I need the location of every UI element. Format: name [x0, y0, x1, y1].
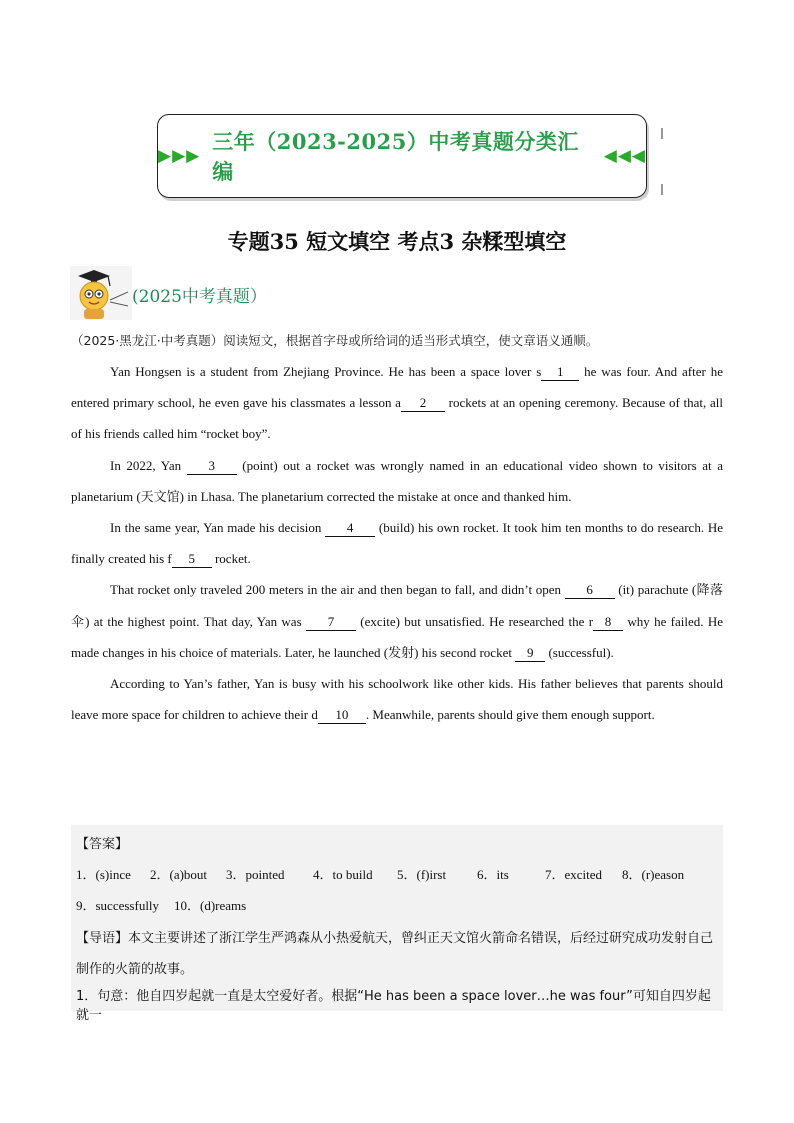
blank-10[interactable]: 10: [318, 707, 366, 724]
blank-6[interactable]: 6: [565, 582, 615, 599]
cartoon-student-mascot-icon: [70, 266, 132, 320]
answer-section: [71, 825, 723, 1023]
reading-passage: [71, 356, 723, 730]
answer-list-row: [76, 864, 685, 883]
section-tag: (2025中考真题）: [132, 287, 267, 307]
blank-3[interactable]: 3: [187, 458, 237, 475]
arrow-right-icon: ▶▶▶: [158, 146, 201, 166]
blank-2[interactable]: 2: [401, 395, 445, 412]
answer-item: 7．excited: [545, 867, 603, 882]
blank-9[interactable]: 9: [515, 645, 545, 662]
guide-text: 本文主要讲述了浙江学生严鸿森从小热爱航天，曾纠正天文馆火箭命名错误，后经过研究成功发射自己制作的火箭的故事。: [76, 931, 714, 977]
answer-item: 3．pointed: [226, 867, 285, 882]
guide-paragraph: [76, 923, 718, 985]
answer-heading: 【答案】: [76, 837, 129, 852]
blank-8[interactable]: 8: [593, 614, 623, 631]
paragraph: According to Yan’s father, Yan is busy with his schoolwork like other kids. His father believes that parents should leave more space for children to achieve their d 10 . Meanwhile, parents should give them enough support.: [71, 676, 723, 723]
answer-item: 4．to build: [313, 867, 373, 882]
answer-item: 6．its: [477, 867, 509, 882]
paragraph: That rocket only traveled 200 meters in the air and then began to fall, and didn’t open 6 (it) parachute (降落伞) at the highest point. That day, Yan was 7 (excite) but unsatisfied. He researched the r 8 why he failed. He made changes in his choice of materials. Later, he launched (发射) his second rocket 9 (successful).: [71, 582, 723, 660]
banner-edge-mark: [661, 128, 663, 139]
answer-list-row: [76, 895, 264, 914]
banner-text: 三年（2023-2025）中考真题分类汇编: [212, 129, 579, 184]
title-banner: [157, 114, 647, 198]
answer-item: 5．(f)irst: [397, 867, 447, 882]
page-title: 专题35 短文填空 考点3 杂糅型填空: [227, 229, 567, 254]
paragraph: Yan Hongsen is a student from Zhejiang Province. He has been a space lover s 1 he was four. And after he entered primary school, he even gave his classmates a lesson a 2 rockets at an opening ceremony. Because of that, all of his friends called him “rocket boy”.: [71, 364, 724, 442]
answer-item: 2．(a)bout: [150, 867, 208, 882]
blank-4[interactable]: 4: [325, 520, 375, 537]
banner-edge-mark: [661, 184, 663, 195]
answer-item: 1．(s)ince: [76, 867, 131, 882]
answer-item: 10．(d)reams: [174, 898, 247, 913]
guide-label: 【导语】: [76, 931, 129, 946]
blank-1[interactable]: 1: [541, 364, 579, 381]
answer-item: 9．successfully: [76, 898, 160, 913]
arrow-left-icon: ◀◀◀: [603, 146, 646, 166]
question-instruction: （2025·黑龙江·中考真题）阅读短文，根据首字母或所给词的适当形式填空，使文章语义通顺。: [71, 333, 599, 348]
paragraph: In the same year, Yan made his decision 4 (build) his own rocket. It took him ten months to do research. He finally created his f 5 rocket.: [71, 520, 724, 567]
paragraph: In 2022, Yan 3 (point) out a rocket was wrongly named in an educational video shown to visitors at a planetarium (天文馆) in Lhasa. The planetarium corrected the mistake at once and thanked him.: [71, 457, 723, 504]
explanation-item: 1．句意：他自四岁起就一直是太空爱好者。根据“He has been a space lover…he was four”可知自四岁起就一: [76, 989, 711, 1023]
answer-item: 8．(r)eason: [622, 867, 685, 882]
blank-7[interactable]: 7: [306, 614, 356, 631]
blank-5[interactable]: 5: [172, 551, 212, 568]
